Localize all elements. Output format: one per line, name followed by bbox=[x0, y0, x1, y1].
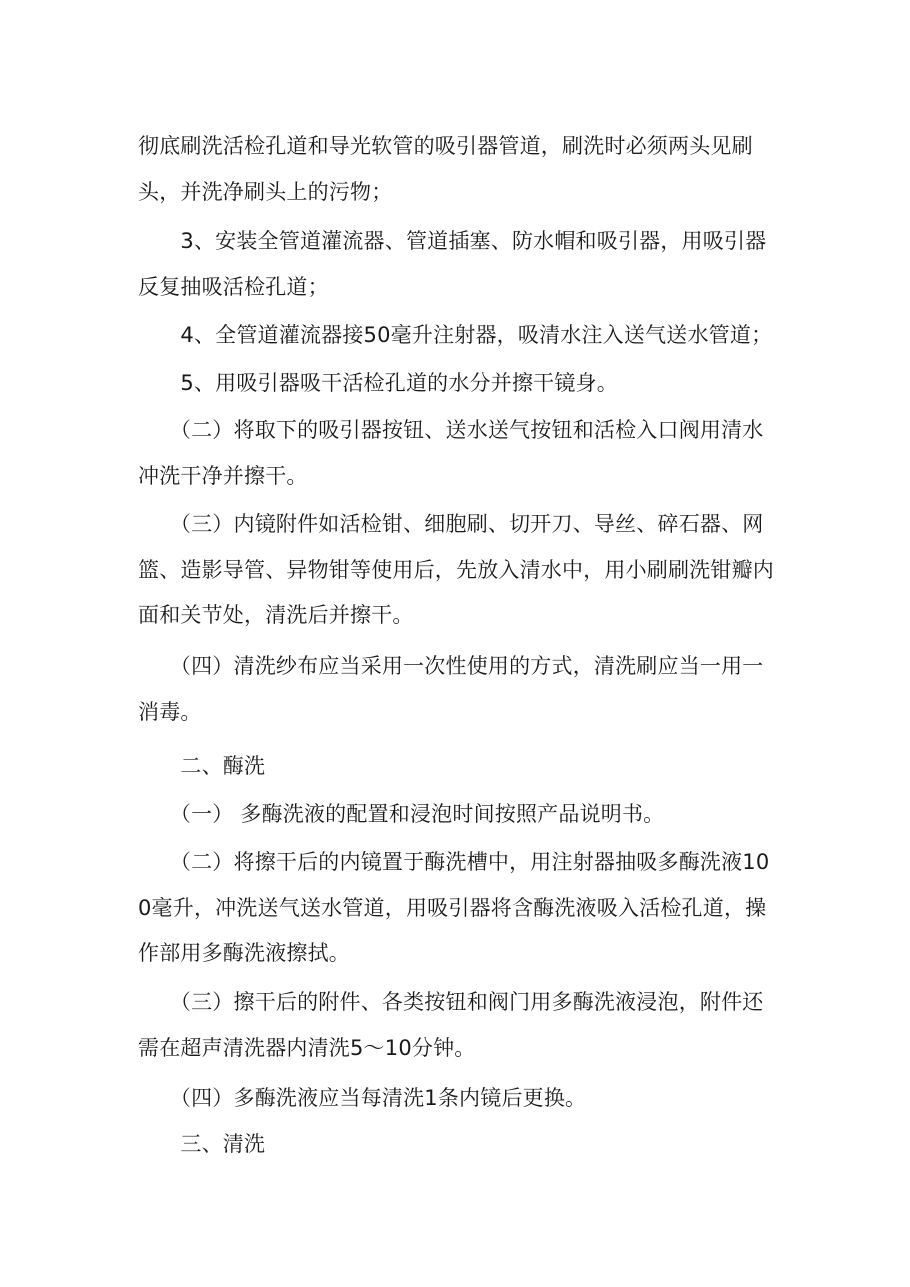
paragraph-item-2: （二）将取下的吸引器按钮、送水送气按钮和活检入口阀用清水冲洗干净并擦干。 bbox=[138, 418, 764, 488]
paragraph-item-4: （四）清洗纱布应当采用一次性使用的方式，清洗刷应当一用一消毒。 bbox=[138, 654, 764, 724]
paragraph-brushing-continued: 彻底刷洗活检孔道和导光软管的吸引器管道，刷洗时必须两头见刷头，并洗净刷头上的污物； bbox=[138, 134, 753, 204]
paragraph-item-3: （三）内镜附件如活检钳、细胞刷、切开刀、导丝、碎石器、网篮、造影导管、异物钳等使用后，先放入清水中，用小刷刷洗钳瓣内面和关节处，清洗后并擦干。 bbox=[138, 512, 774, 627]
paragraph-enzyme-4: （四）多酶洗液应当每清洗1条内镜后更换。 bbox=[138, 1086, 587, 1110]
paragraph-step-4: 4、全管道灌流器接50毫升注射器，吸清水注入送气送水管道； bbox=[138, 323, 773, 347]
paragraph-enzyme-1: （一） 多酶洗液的配置和浸泡时间按照产品说明书。 bbox=[138, 802, 665, 826]
paragraph-step-5: 5、用吸引器吸干活检孔道的水分并擦干镜身。 bbox=[138, 371, 618, 395]
paragraph-enzyme-3: （三）擦干后的附件、各类按钮和阀门用多酶洗液浸泡，附件还需在超声清洗器内清洗5～10分钟。 bbox=[138, 990, 764, 1060]
section-heading-enzyme-wash: 二、酶洗 bbox=[138, 754, 266, 778]
paragraph-step-3: 3、安装全管道灌流器、管道插塞、防水帽和吸引器，用吸引器反复抽吸活检孔道； bbox=[138, 229, 767, 299]
section-heading-rinse: 三、清洗 bbox=[138, 1132, 266, 1156]
paragraph-enzyme-2: （二）将擦干后的内镜置于酶洗槽中，用注射器抽吸多酶洗液100毫升，冲洗送气送水管道，用吸引器将含酶洗液吸入活检孔道，操作部用多酶洗液擦拭。 bbox=[138, 850, 770, 965]
